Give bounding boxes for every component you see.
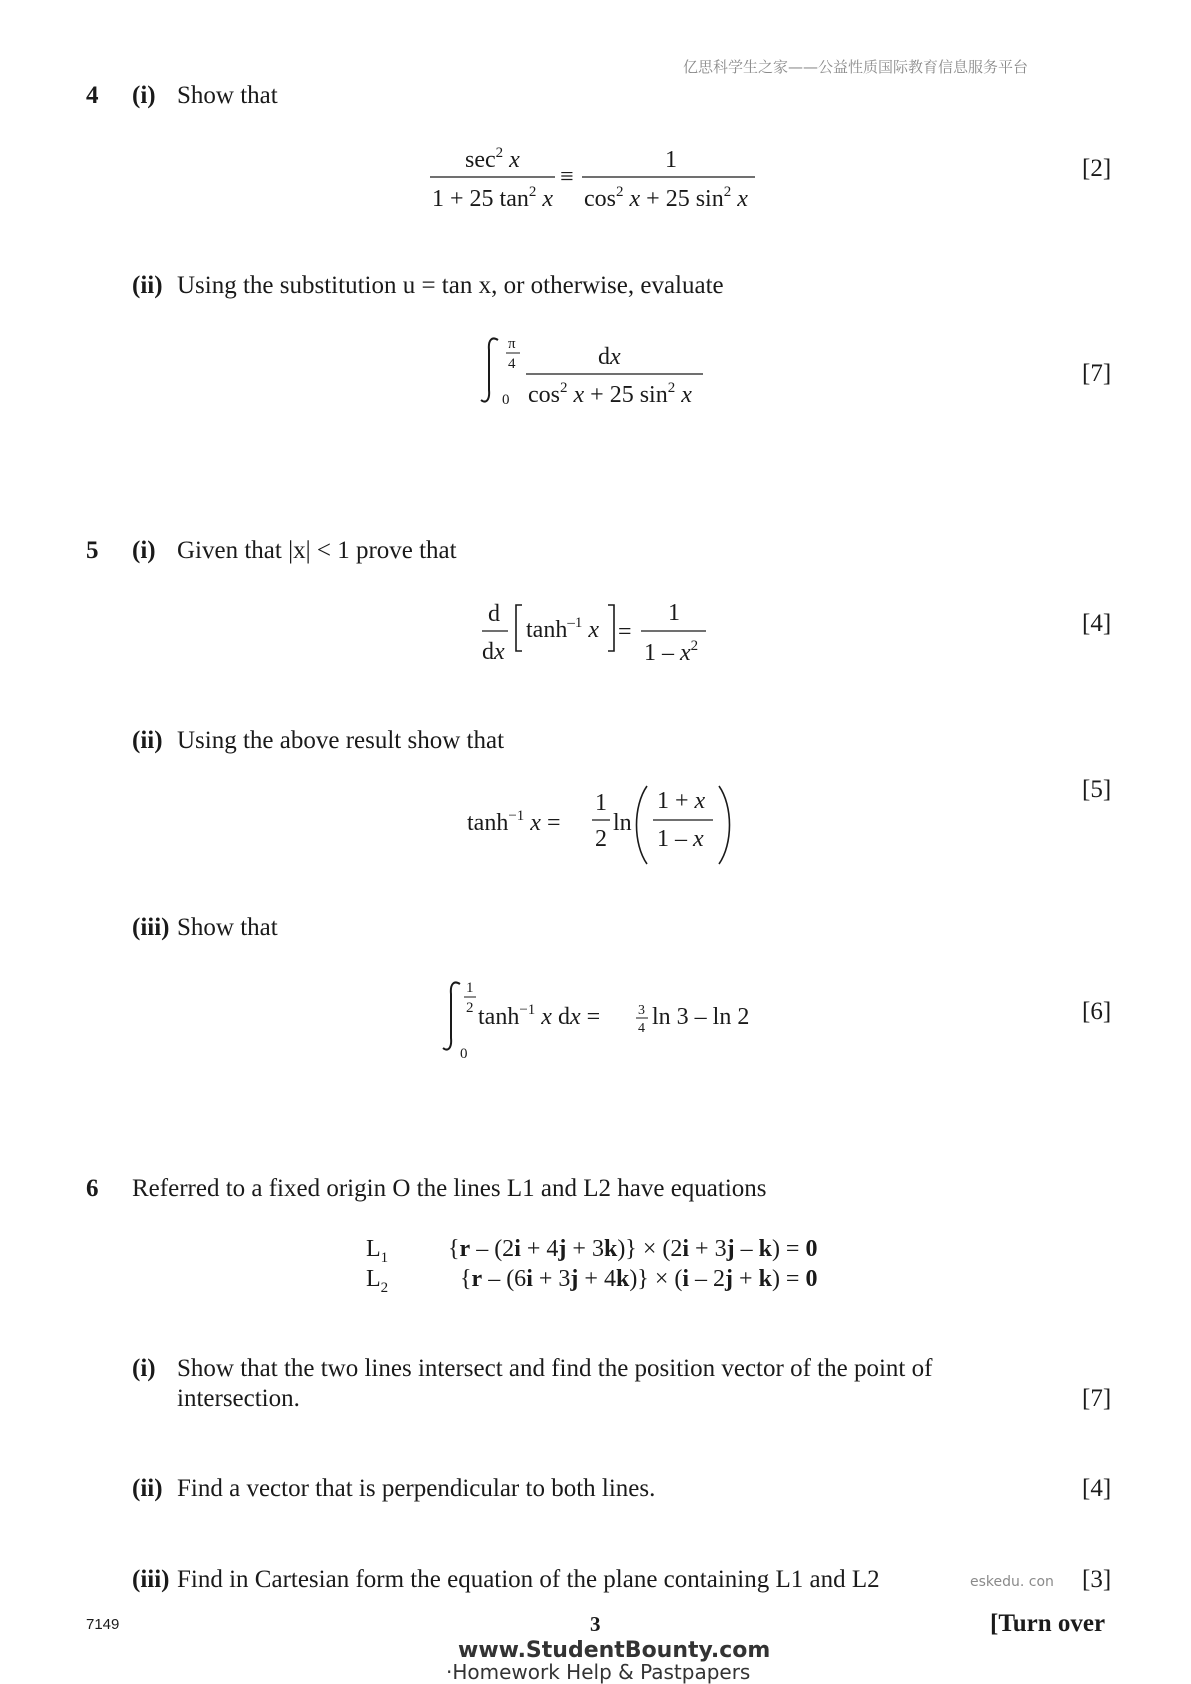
- equation-derivative-artanh: [478, 595, 718, 675]
- svg-text:0: 0: [460, 1046, 468, 1062]
- svg-text:≡: ≡: [560, 164, 574, 190]
- svg-text:L1: $L_1$: [366, 1236, 389, 1266]
- part-text: Show that: [177, 914, 278, 941]
- svg-text:tanh−1 x dx =: $\tanh^{-1} x$ dx =: [478, 1002, 601, 1030]
- equation-integral-5iii: [440, 976, 760, 1066]
- svg-text:dx: dx: [598, 344, 621, 370]
- svg-text:1: 1: [668, 600, 680, 626]
- part-text: Show that the two lines intersect and find the position vector of the point of: [177, 1355, 933, 1382]
- svg-text:sec2 x: $\sec^2 x$: [465, 145, 520, 173]
- mark: [7]: [1082, 1385, 1112, 1412]
- svg-text:{r – (2i + 4j + 3k)} × (2i + 3: {r – (2i + 4j + 3k)} × (2i + 3j – k) = 0: [448, 1236, 818, 1262]
- studentbounty-tagline: ·Homework Help & Pastpapers: [446, 1660, 751, 1684]
- svg-text:d: d: [488, 601, 500, 627]
- part-label: (iii): [132, 914, 170, 941]
- svg-text:0: 0: [502, 392, 510, 408]
- mark: [3]: [1082, 1566, 1112, 1593]
- part-label: (iii): [132, 1566, 170, 1593]
- svg-text:1: 1: [466, 980, 474, 996]
- question-intro: Referred to a fixed origin O the lines L1 and L2 have equations: [132, 1175, 767, 1202]
- svg-text:π: π: [508, 336, 516, 352]
- watermark-top: 亿思科学生之家——公益性质国际教育信息服务平台: [683, 58, 1029, 76]
- svg-text:1: 1: [595, 790, 607, 816]
- part-text: Find a vector that is perpendicular to both lines.: [177, 1475, 656, 1502]
- paper-code: 7149: [86, 1616, 120, 1633]
- svg-text:4: 4: [508, 356, 516, 372]
- svg-text:2: 2: [466, 1000, 474, 1016]
- part-text: Using the above result show that: [177, 727, 505, 754]
- svg-text:dx: dx: [482, 639, 505, 665]
- part-label: (ii): [132, 272, 163, 299]
- svg-text:tanh–1 x: $\tanh^{-1} x$: [526, 615, 599, 643]
- page-number: 3: [590, 1612, 601, 1636]
- mark: [6]: [1082, 998, 1112, 1025]
- equation-artanh-log: [465, 780, 735, 870]
- part-label: (i): [132, 537, 156, 564]
- mark: [5]: [1082, 776, 1112, 803]
- watermark-side: eskedu. con: [970, 1574, 1054, 1590]
- mark: [4]: [1082, 1475, 1112, 1502]
- part-text-continued: intersection.: [177, 1385, 300, 1412]
- part-text: Given that |x| < 1 prove that: [177, 537, 457, 564]
- svg-text:1 – x2: $1 - x^2$: [644, 638, 699, 666]
- svg-text:1 – x: 1 – x: [657, 826, 704, 852]
- svg-text:2: 2: [595, 826, 607, 852]
- part-label: (ii): [132, 1475, 163, 1502]
- equation-sec-identity: [420, 140, 760, 220]
- part-text: Using the substitution u = tan x, or otherwise, evaluate: [177, 272, 724, 299]
- equations-lines-L1-L2: [360, 1226, 840, 1306]
- svg-text:3: 3: [638, 1003, 645, 1018]
- svg-text:L2: $L_2$: [366, 1266, 389, 1296]
- svg-text:1 + x: 1 + x: [657, 788, 706, 814]
- svg-text:1: 1: [665, 147, 677, 173]
- part-text: Find in Cartesian form the equation of the plane containing L1 and L2: [177, 1566, 880, 1593]
- turn-over: [Turn over: [990, 1610, 1106, 1637]
- mark: [2]: [1082, 155, 1112, 182]
- mark: [4]: [1082, 610, 1112, 637]
- part-label: (ii): [132, 727, 163, 754]
- part-label: (i): [132, 82, 156, 109]
- mark: [7]: [1082, 360, 1112, 387]
- svg-text:1 + 25 tan2 x: 1 + 25 $\tan^2 x$: [432, 184, 554, 212]
- svg-text:tanh−1 x =: $\tanh^{-1} x$ =: [467, 808, 561, 836]
- studentbounty-url: www.StudentBounty.com: [458, 1638, 771, 1663]
- equation-integral-4ii: [478, 332, 708, 412]
- svg-text:=: =: [618, 619, 632, 645]
- svg-text:ln 3 – ln 2: ln 3 – ln 2: [652, 1004, 750, 1030]
- svg-text:{r – (6i + 3j + 4k)} × (i – 2j: {r – (6i + 3j + 4k)} × (i – 2j + k) = 0: [460, 1266, 818, 1292]
- svg-text:cos2 x + 25 sin2 x: $\cos^2 x + 25$ $\sin^2 x$: [528, 380, 692, 408]
- part-text: Show that: [177, 82, 278, 109]
- question-number: 4: [86, 82, 99, 109]
- svg-text:4: 4: [638, 1021, 645, 1036]
- question-number: 6: [86, 1175, 99, 1202]
- question-number: 5: [86, 537, 99, 564]
- part-label: (i): [132, 1355, 156, 1382]
- svg-text:cos2 x + 25 sin2 x: $\cos^2 x + 25$ $\sin^2 x$: [584, 184, 748, 212]
- svg-text:ln: ln: [613, 810, 632, 836]
